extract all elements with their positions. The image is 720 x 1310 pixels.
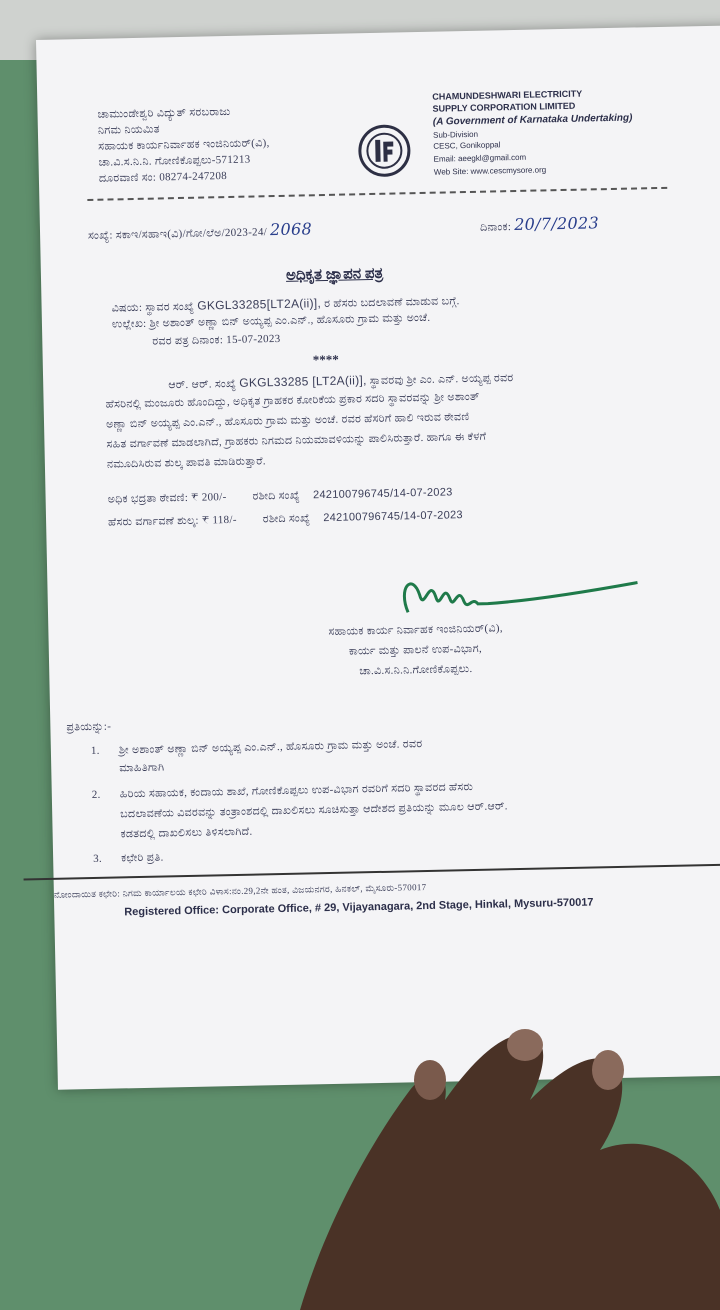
copy-item-2: ಹಿರಿಯ ಸಹಾಯಕ, ಕಂದಾಯ ಶಾಖೆ, ಗೋಣಿಕೊಪ್ಪಲು ಉಪ-ವಿಭಾಗ ರವರಿಗೆ ಸದರಿ ಸ್ಥಾವರದ ಹೆಸರು bbox=[119, 781, 474, 801]
header-left-line-1: ಚಾಮುಂಡೇಶ್ವರಿ ವಿದ್ಯುತ್ ಸರಬರಾಜು bbox=[97, 105, 231, 121]
body-line-1: ಆರ್. ಆರ್. ಸಂಖ್ಯೆ GKGL33285 [LT2A(ii)], ಸ್ಥಾವರವು ಶ್ರೀ ಎಂ. ಎನ್. ಅಯ್ಯಪ್ಪ ರವರ bbox=[168, 372, 514, 392]
signatory-designation: ಸಹಾಯಕ ಕಾರ್ಯ ನಿರ್ವಾಹಕ ಇಂಜಿನಿಯರ್(ವಿ), bbox=[328, 622, 503, 639]
reference-number-handwritten: 2068 bbox=[269, 219, 313, 240]
footer-address-kn: ನೋಂದಾಯಿತ ಕಛೇರಿ: ನಿಗಮ ಕಾರ್ಯಾಲಯ ಕಛೇರಿ ವಿಳಾಸ:ನಂ.29,2ನೇ ಹಂತ, ವಿಜಯನಗರ, ಹಿನಕಲ್, ಮೈಸೂರು-570017 bbox=[53, 882, 427, 900]
header-right-line-2: SUPPLY CORPORATION LIMITED bbox=[432, 100, 576, 114]
subject-line: ವಿಷಯ: ಸ್ಥಾವರ ಸಂಖ್ಯೆ GKGL33285[LT2A(ii)], ರ ಹೆಸರು ಬದಲಾವಣೆ ಮಾಡುವ ಬಗ್ಗೆ. bbox=[111, 295, 460, 315]
header-right-line-5: CESC, Gonikoppal bbox=[433, 140, 501, 151]
document-title: ಅಧಿಕೃತ ಜ್ಞಾಪನ ಪತ್ರ bbox=[285, 265, 384, 284]
header-right-line-3: (A Government of Karnataka Undertaking) bbox=[432, 112, 633, 128]
footer-divider bbox=[24, 863, 720, 880]
header-right-line-1: CHAMUNDESHWARI ELECTRICITY bbox=[432, 88, 583, 102]
fee-row-deposit: ಅಧಿಕ ಭದ್ರತಾ ಠೇವಣಿ: ₹ 200/- ರಶೀದಿ ಸಂಖ್ಯೆ 242100796745/14-07-2023 bbox=[107, 486, 453, 506]
header-divider bbox=[87, 187, 667, 201]
copy-item-1-cont: ಮಾಹಿತಿಗಾಗಿ bbox=[119, 761, 165, 775]
reference-date-handwritten: 20/7/2023 bbox=[514, 213, 600, 235]
letter-document bbox=[36, 25, 720, 1089]
header-left-line-4: ಚಾ.ವಿ.ಸ.ನಿ.ನಿ. ಗೋಣಿಕೊಪ್ಪಲು-571213 bbox=[98, 153, 251, 169]
fee-row-transfer: ಹೆಸರು ವರ್ಗಾವಣೆ ಶುಲ್ಕ: ₹ 118/- ರಶೀದಿ ಸಂಖ್ಯೆ 242100796745/14-07-2023 bbox=[107, 509, 464, 529]
header-right-line-6: Email: aeegkl@gmail.com bbox=[433, 152, 527, 164]
reference-line-2: ರವರ ಪತ್ರ ದಿನಾಂಕ: 15-07-2023 bbox=[152, 332, 281, 348]
reference-line: ಉಲ್ಲೇಖ: ಶ್ರೀ ಅಶಾಂತ್ ಅಣ್ಣಾ ಬಿನ್ ಅಯ್ಯಪ್ಪ ಎಂ.ಎನ್., ಹೊಸೂರು ಗ್ರಾಮ ಮತ್ತು ಅಂಚೆ. bbox=[111, 311, 431, 331]
signature-mark bbox=[387, 552, 648, 627]
header-right-line-7: Web Site: www.cescmysore.org bbox=[433, 165, 547, 177]
header-left-line-3: ಸಹಾಯಕ ಕಾರ್ಯನಿರ್ವಾಹಕ ಇಂಜಿನಿಯರ್(ವಿ), bbox=[98, 137, 270, 153]
body-line-2: ಹೆಸರಿನಲ್ಲಿ ಮಂಜೂರು ಹೊಂದಿದ್ದು, ಅಧಿಕೃತ ಗ್ರಾಹಕರ ಕೋರಿಕೆಯ ಪ್ರಕಾರ ಸದರಿ ಸ್ಥಾವರವನ್ನು ಶ್ರೀ ಅಶಾಂತ್ bbox=[105, 390, 480, 411]
copy-item-2-number: 2. bbox=[91, 788, 101, 801]
body-line-5: ನಮೂದಿಸಿರುವ ಶುಲ್ಕ ಪಾವತಿ ಮಾಡಿರುತ್ತಾರೆ. bbox=[106, 455, 266, 471]
separator-stars: **** bbox=[312, 351, 339, 368]
reference-date: ದಿನಾಂಕ: 20/7/2023 bbox=[479, 213, 600, 235]
header-left-line-5: ದೂರವಾಣಿ ಸಂ: 08274-247208 bbox=[98, 170, 228, 185]
signatory-location: ಚಾ.ವಿ.ಸ.ನಿ.ನಿ.ಗೋಣಿಕೊಪ್ಪಲು. bbox=[359, 662, 473, 678]
body-line-3: ಅಣ್ಣಾ ಬಿನ್ ಅಯ್ಯಪ್ಪ ಎಂ.ಎನ್., ಹೊಸೂರು ಗ್ರಾಮ ಮತ್ತು ಅಂಚೆ. ರವರ ಹೆಸರಿಗೆ ಹಾಲಿ ಇರುವ ಠೇವಣಿ bbox=[105, 411, 470, 431]
copy-item-2-cont: ಬದಲಾವಣೆಯ ವಿವರವನ್ನು ತಂತ್ರಾಂಶದಲ್ಲಿ ದಾಖಲಿಸಲು ಸೂಚಿಸುತ್ತಾ ಆದೇಶದ ಪ್ರತಿಯನ್ನು ಮೂಲ ಆರ್.ಆರ್. bbox=[120, 800, 508, 821]
copies-heading: ಪ್ರತಿಯನ್ನು:- bbox=[66, 720, 112, 734]
reference-number: ಸಂಖ್ಯೆ: ಸಕಾಇ/ಸಹಾಇ(ವಿ)/ಗೋ/ಲೆಅ/2023-24/ 2068 bbox=[87, 219, 313, 242]
copy-item-2-cont-2: ಕಡತದಲ್ಲಿ ದಾಖಲಿಸಲು ತಿಳಿಸಲಾಗಿದೆ. bbox=[120, 825, 253, 841]
copy-item-3: ಕಛೇರಿ ಪ್ರತಿ. bbox=[121, 851, 164, 865]
header-right-line-4: Sub-Division bbox=[432, 129, 479, 140]
signatory-office: ಕಾರ್ಯ ಮತ್ತು ಪಾಲನೆ ಉಪ-ವಿಭಾಗ, bbox=[348, 642, 483, 658]
hand-in-foreground bbox=[300, 1010, 720, 1310]
copy-item-1-number: 1. bbox=[90, 744, 100, 758]
footer-address-en: Registered Office: Corporate Office, # 29, Vijayanagara, 2nd Stage, Hinkal, Mysuru-570017 bbox=[124, 896, 594, 919]
cesc-logo bbox=[358, 124, 411, 177]
header-left-line-2: ನಿಗಮ ನಿಯಮಿತ bbox=[97, 123, 160, 137]
copy-item-1: ಶ್ರೀ ಅಶಾಂತ್ ಅಣ್ಣಾ ಬಿನ್ ಅಯ್ಯಪ್ಪ ಎಂ.ಎನ್., ಹೊಸೂರು ಗ್ರಾಮ ಮತ್ತು ಅಂಚೆ. ರವರ bbox=[118, 738, 423, 757]
copy-item-3-number: 3. bbox=[93, 852, 103, 865]
body-line-4: ಸಹಿತ ವರ್ಗಾವಣೆ ಮಾಡಲಾಗಿದೆ, ಗ್ರಾಹಕರು ನಿಗಮದ ನಿಯಮಾವಳಿಯನ್ನು ಪಾಲಿಸಿರುತ್ತಾರೆ. ಹಾಗೂ ಈ ಕೆಳಗೆ bbox=[106, 430, 487, 451]
